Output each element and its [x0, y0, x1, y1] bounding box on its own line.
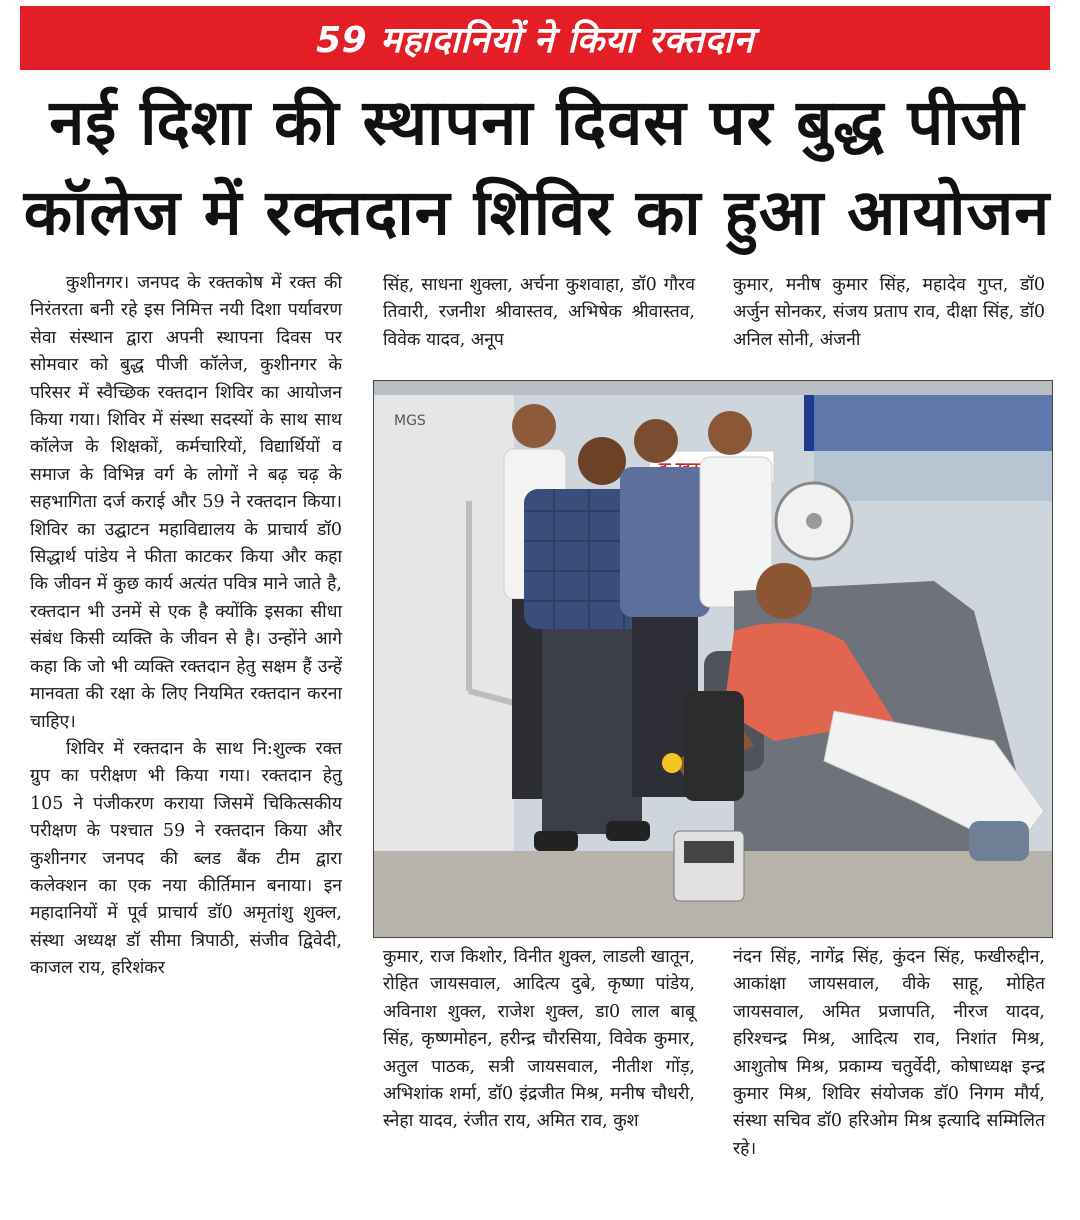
stress-ball: [662, 753, 682, 773]
article-paragraph-1: कुशीनगर। जनपद के रक्तकोष में रक्त की निरंतरता बनी रहे इस निमित्त नयी दिशा पर्यावरण सेवा संस्थान द्वारा अपनी स्थापना दिवस पर सोमवार को बुद्ध पीजी कॉलेज, कुशीनगर के परिसर में स्वैच्छिक रक्तदान शिविर का आयोजन किया गया। शिविर में संस्था सदस्यों के साथ साथ कॉलेज के शिक्षकों, कर्मचारियों, विद्यार्थियों व समाज के विभिन्न वर्ग के लोगों ने बढ़ चढ़ के सहभागिता दर्ज कराई और 59 ने रक्तदान किया। शिविर का उद्घाटन महाविद्यालय के प्राचार्य डॉ0 सिद्धार्थ पांडेय ने फीता काटकर किया और कहा कि जीवन में कुछ कार्य अत्यंत पवित्र माने जाते है, रक्तदान भी उनमें से एक है क्योंकि इसका सीधा संबंध किसी व्यक्ति के जीवन से है। उन्होंने आगे कहा कि जो भी व्यक्ति रक्तदान हेतु सक्षम हैं उन्हें मानवता की रक्षा के लिए नियमित रक्तदान करना चाहिए।: [30, 273, 342, 732]
article-text-col3-bottom: नंदन सिंह, नागेंद्र सिंह, कुंदन सिंह, फखीरुद्दीन, आकांक्षा जायसवाल, वीके साहू, मोहित जायसवाल, अमित प्रजापति, नीरज यादव, हरिश्चन्द्र मिश्र, आदित्य राव, निशांत मिश्र, आशुतोष मिश्र, प्रकाम्य चतुर्वेदी, कोषाध्यक्ष इन्द्र कुमार मिश्र, शिविर संयोजक डॉ0 निगम मौर्य, संस्था सचिव डॉ0 हरिओम मिश्र इत्यादि सम्मिलित रहे।: [733, 947, 1045, 1159]
article-paragraph-2: शिविर में रक्तदान के साथ नि:शुल्क रक्त ग्रुप का परीक्षण भी किया गया। रक्तदान हेतु 105 ने पंजीकरण कराया जिसमें चिकित्सकीय परीक्षण के पश्चात 59 ने रक्तदान किया और कुशीनगर जनपद की ब्लड बैंक टीम द्वारा कलेक्शन का एक नया कीर्तिमान बनाया। इन महादानियों में पूर्व प्राचार्य डॉ0 अमृतांशु शुक्ल, संस्था अध्यक्ष डॉ सीमा त्रिपाठी, संजीव द्विवेदी, काजल राय, हरिशंकर: [30, 738, 342, 979]
kicker-banner: [20, 6, 1050, 70]
article-text-col3-top: कुमार, मनीष कुमार सिंह, महादेव गुप्त, डॉ0 अर्जुन सोनकर, संजय प्रताप राव, दीक्षा सिंह, डॉ0 अनिल सोनी, अंजनी: [733, 275, 1045, 350]
article-column-3-top: [733, 272, 1045, 354]
article-text-col2-bottom: कुमार, राज किशोर, विनीत शुक्ल, लाडली खातून, रोहित जायसवाल, आदित्य दुबे, कृष्णा पांडेय, अविनाश शुक्ल, राजेश शुक्ल, डा0 लाल बाबू सिंह, कृष्णमोहन, हरीन्द्र चौरसिया, विवेक कुमार, अतुल पाठक, सत्री जायसवाल, नीतीश गोंड़, अभिशांक शर्मा, डॉ0 इंद्रजीत मिश्र, मनीष चौधरी, स्नेहा यादव, रंजीत राय, अमित राव, कुश: [383, 947, 695, 1132]
article-column-3-bottom: [733, 944, 1045, 1163]
person-3: [634, 419, 678, 463]
article-column-1: [30, 270, 342, 983]
article-column-2-bottom: [383, 944, 695, 1136]
van-label: MGS: [394, 413, 426, 429]
article-column-2-top: [383, 272, 695, 354]
news-photo: [373, 380, 1053, 938]
article-text-col2-top: सिंह, साधना शुक्ला, अर्चना कुशवाहा, डॉ0 गौरव तिवारी, रजनीश श्रीवास्तव, अभिषेक श्रीवास्तव, विवेक यादव, अनूप: [383, 275, 695, 350]
headline: [22, 78, 1052, 258]
person-1: [512, 404, 556, 448]
van-window: [814, 381, 1052, 501]
blood-donation-photo: [374, 381, 1052, 937]
headline-line-2: कॉलेज में रक्तदान शिविर का हुआ आयोजन: [23, 176, 1051, 249]
kicker-text: 59 महादानियों ने किया रक्तदान: [316, 19, 754, 61]
bag: [684, 691, 744, 801]
headline-line-1: नई दिशा की स्थापना दिवस पर बुद्ध पीजी: [49, 86, 1025, 159]
person-2: [578, 437, 626, 485]
donor: [756, 563, 812, 619]
ceiling-strip: [374, 381, 1052, 395]
person-4: [708, 411, 752, 455]
